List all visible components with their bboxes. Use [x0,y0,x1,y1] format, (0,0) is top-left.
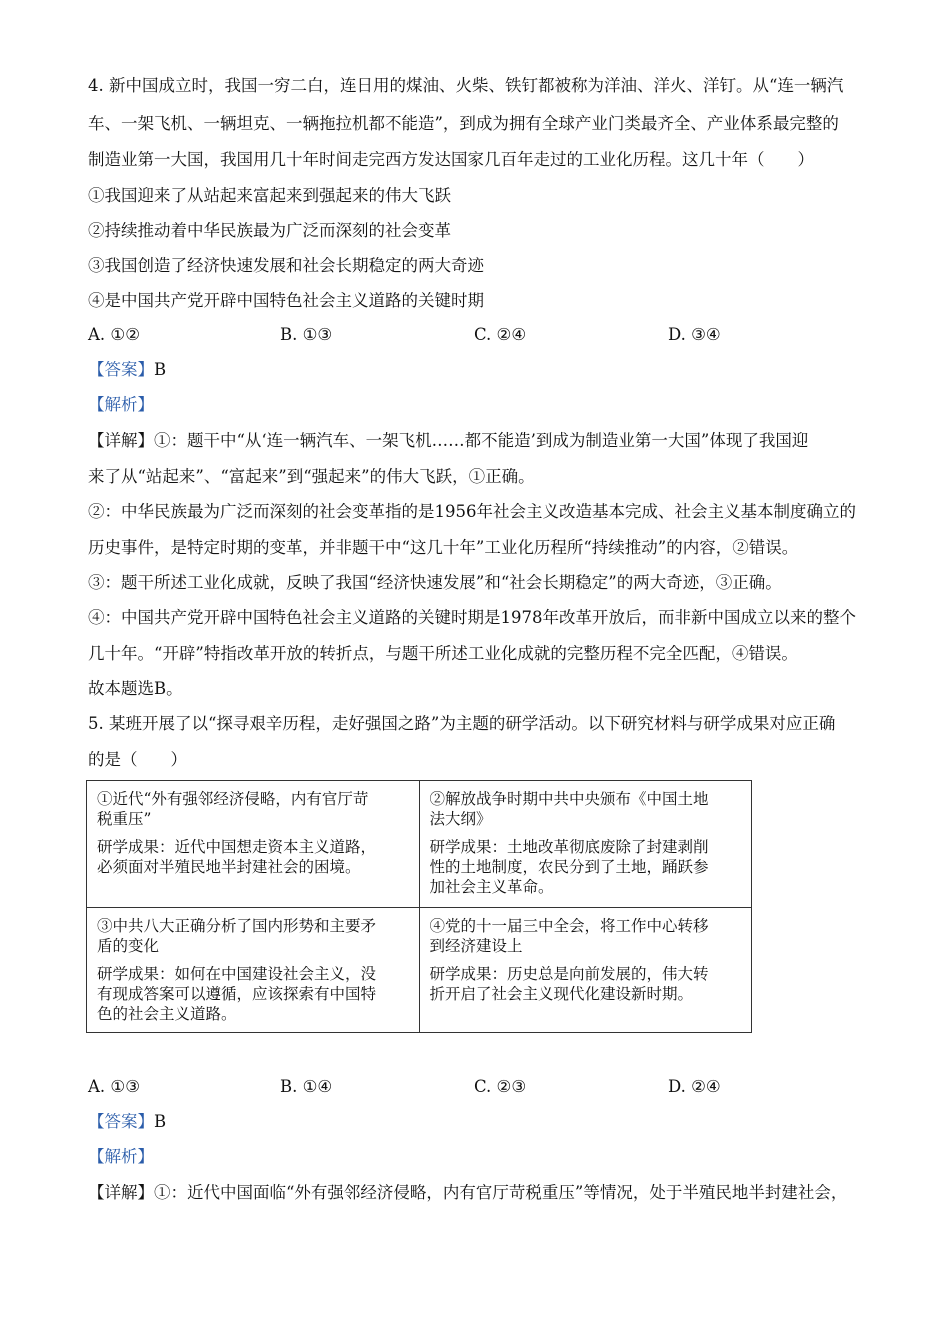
answer-value: B [154,360,167,379]
table-row [87,908,752,1033]
q5-option-c: C. ②③ [474,1077,527,1096]
q5-detail-line-1 [88,1182,847,1204]
q4-detail-line-1 [88,430,808,452]
q4-option-a: A. ①② [88,325,140,344]
q4-stem-line-3: 制造业第一大国，我国用几十年时间走完西方发达国家几百年走过的工业化历程。这几十年（ ） [88,150,814,169]
q4-item-4: ④是中国共产党开辟中国特色社会主义道路的关键时期 [88,291,484,310]
q4-detail-line-7: 几十年。“开辟”特指改革开放的转折点，与题干所述工业化成就的完整历程不完全匹配，④错误。 [88,644,798,663]
q4-detail-line-3: ②：中华民族最为广泛而深刻的社会变革指的是1956年社会主义改造基本完成、社会主义基本制度确立的 [88,502,856,521]
cell-title: ①近代“外有强邻经济侵略，内有官厅苛 税重压” [97,790,369,828]
detail-text: ①：近代中国面临“外有强邻经济侵略，内有官厅苛税重压”等情况，处于半殖民地半封建社会， [154,1183,848,1202]
q5-answer [88,1111,166,1133]
answer-tag: 【答案】 [88,360,154,379]
q4-stem-line-1: 4. 新中国成立时，我国一穷二白，连日用的煤油、火柴、铁钉都被称为洋油、洋火、洋钉。从“连一辆汽 [88,76,844,95]
q5-stem-line-2: 的是（ ） [88,750,187,769]
answer-tag: 【答案】 [88,1112,154,1131]
q4-option-b: B. ①③ [280,325,333,344]
q4-option-c: C. ②④ [474,325,527,344]
table-cell-4 [419,908,752,1033]
q5-option-a: A. ①③ [88,1077,140,1096]
table-cell-1 [87,781,420,908]
q5-option-b: B. ①④ [280,1077,333,1096]
q5-stem-line-1: 5. 某班开展了以“探寻艰辛历程，走好强国之路”为主题的研学活动。以下研究材料与研学成果对应正确 [88,714,836,733]
q5-analysis-tag: 【解析】 [88,1147,154,1166]
q4-analysis-tag: 【解析】 [88,395,154,414]
cell-title: ④党的十一届三中全会，将工作中心转移 到经济建设上 [429,917,709,955]
q4-item-3: ③我国创造了经济快速发展和社会长期稳定的两大奇迹 [88,256,484,275]
cell-result: 研学成果：历史总是向前发展的，伟大转 折开启了社会主义现代化建设新时期。 [429,965,709,1003]
cell-result: 研学成果：土地改革彻底废除了封建剥削 性的土地制度，农民分到了土地，踊跃参 加社会主义革命。 [429,838,709,896]
detail-tag: 【详解】 [88,431,154,450]
answer-value: B [154,1112,167,1131]
cell-result: 研学成果：如何在中国建设社会主义，没 有现成答案可以遵循，应该探索有中国特 色的社会主义道路。 [97,965,377,1023]
q4-answer [88,359,166,381]
table-row [87,781,752,908]
q4-detail-line-6: ④：中国共产党开辟中国特色社会主义道路的关键时期是1978年改革开放后，而非新中国成立以来的整个 [88,608,856,627]
material-table [86,780,752,1033]
cell-title: ②解放战争时期中共中央颁布《中国土地 法大纲》 [429,790,709,828]
q5-option-d: D. ②④ [668,1077,721,1096]
table-cell-2 [419,781,752,908]
detail-text: ①：题干中“从‘连一辆汽车、一架飞机……都不能造’到成为制造业第一大国”体现了我国迎 [154,431,809,450]
detail-tag: 【详解】 [88,1183,154,1202]
cell-result: 研学成果：近代中国想走资本主义道路， 必须面对半殖民地半封建社会的困境。 [97,838,377,876]
q4-item-1: ①我国迎来了从站起来富起来到强起来的伟大飞跃 [88,186,451,205]
q4-option-d: D. ③④ [668,325,721,344]
q4-detail-line-2: 来了从“站起来”、“富起来”到“强起来”的伟大飞跃，①正确。 [88,467,535,486]
q4-detail-line-5: ③：题干所述工业化成就，反映了我国“经济快速发展”和“社会长期稳定”的两大奇迹，③正确。 [88,573,782,592]
q4-stem-line-2: 车、一架飞机、一辆坦克、一辆拖拉机都不能造”，到成为拥有全球产业门类最齐全、产业体系最完整的 [88,114,839,133]
q4-detail-line-8: 故本题选B。 [88,679,183,698]
cell-title: ③中共八大正确分析了国内形势和主要矛 盾的变化 [97,917,377,955]
q4-item-2: ②持续推动着中华民族最为广泛而深刻的社会变革 [88,221,451,240]
q4-detail-line-4: 历史事件，是特定时期的变革，并非题干中“这几十年”工业化历程所“持续推动”的内容，②错误。 [88,538,799,557]
table-cell-3 [87,908,420,1033]
